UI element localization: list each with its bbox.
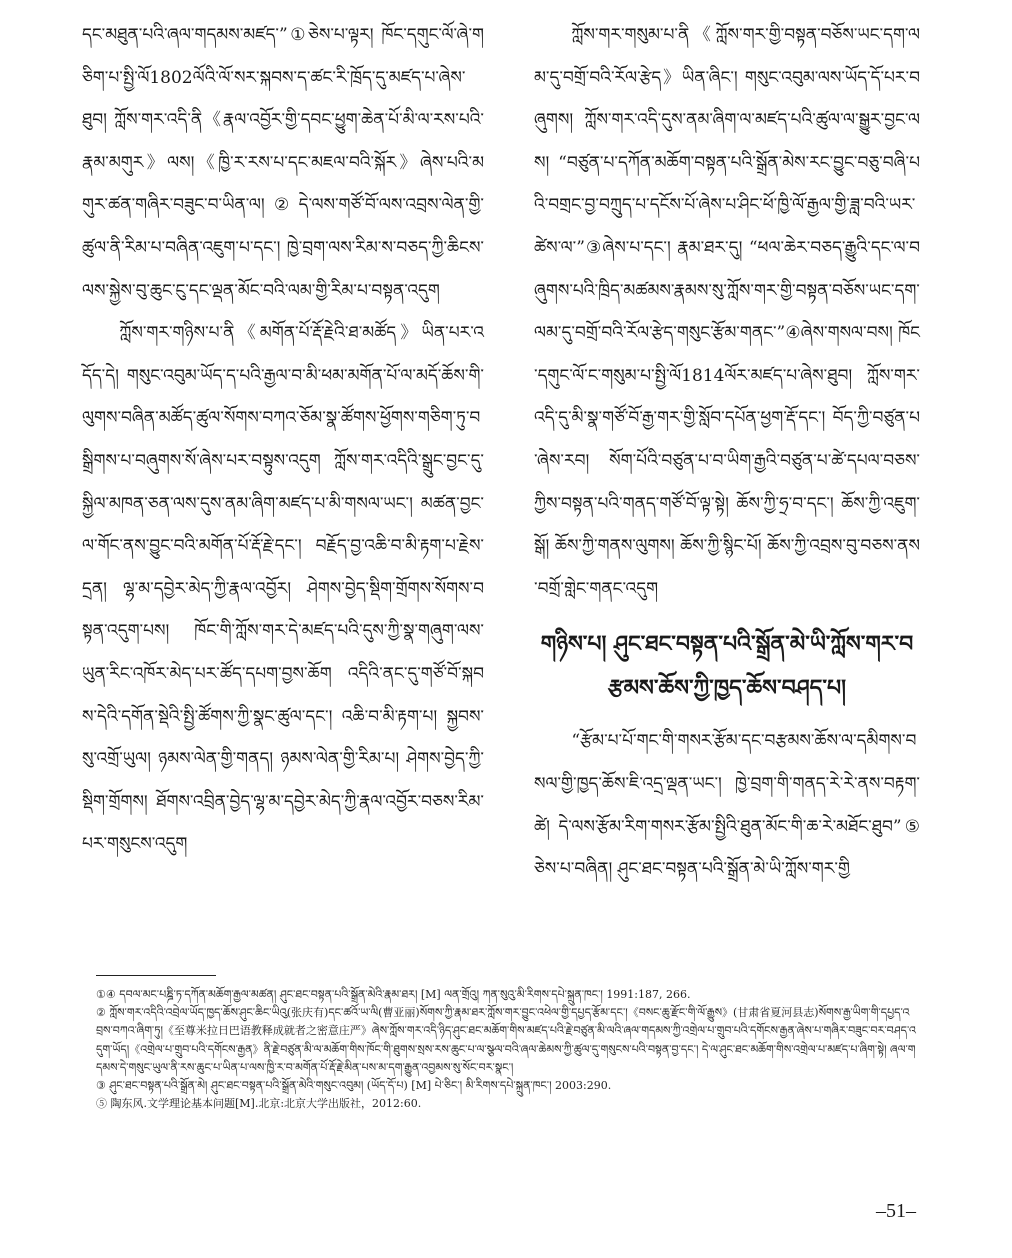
right-paragraph-2: “རྩོམ་པ་པོ་གང་གི་གསར་རྩོམ་དང་བརྩམས་ཆོས་ལ་དམིགས་བསལ་གྱི་ཁྱད་ཆོས་ཇི་འདྲ་ལྡན་ཡང་། ཁྱེ་བྲག་གི་གནད་རེ་རེ་ནས་བརྟག་ཚེ། དེ་ལས་རྩོམ་རིག་གསར་རྩོམ་སྤྱིའི་ཐུན་མོང་གི་ཆ་རེ་མཐོང་ཐུབ”⑤ཅེས་པ་བཞིན། ཤུང་ཐང་བསྟན་པའི་སྒྲོན་མེ་ཡི་ཀློས་གར་གྱི — [534, 731, 920, 880]
right-column — [534, 14, 920, 891]
left-paragraph-2: ཀློས་གར་གཉིས་པ་ནི《མགོན་པོ་རྡོ་རྗེའི་ཐ་མཚོད》ཡིན་པར་འདོད་དེ། གསུང་འབུམ་ཡོད་ད་པའི་རྒྱལ་བ་མི་ཕམ་མགོན་པོ་ལ་མདོ་ཆོས་གི་ལུགས་བཞིན་མཚོད་ཚུལ་སོགས་བཀའ་ཅོམ་སྣ་ཚོགས་ཕྱོགས་གཅིག་ཏུ་བསྒྲིགས་པ་བཞུགས་སོ་ཞེས་པར་བསྟུས་འདུག ཀློས་གར་འདིའི་སྒྲུང་བྱང་དུ་སྐྱིལ་མཁན་ཅན་ལས་དུས་ནམ་ཞིག་མཛད་པ་མི་གསལ་ཡང་། མཚན་བྱང་ལ་གོང་ནས་བྱུང་བའི་མགོན་པོ་རྡོ་རྗེ་དང་། བརྗོད་བྱ་འཆི་བ་མི་རྟག་པ་རྗེས་དྲན། ལྷ་མ་དབྱེར་མེད་ཀྱི་རྣལ་འབྱོར། ཤེགས་བྱེད་སྡིག་གྲོགས་སོགས་བསྟན་འདུག་པས། ཁོང་གི་ཀློས་གར་དེ་མཛད་པའི་དུས་ཀྱི་སྣ་གཞུག་ལས་ཡུན་རིང་འཁོར་མེད་པར་ཚོད་དཔག་བྱས་ཆོག འདིའི་ནང་དུ་གཙོ་བོ་སྐབས་དེའི་དགོན་སྡེའི་སྤྱི་ཚོགས་ཀྱི་སྣང་ཚུལ་དང་། འཆི་བ་མི་རྟག་པ། སྐྱབས་སུ་འགྲོ་ཡུལ། ཉམས་ལེན་གྱི་གནད། ཉམས་ལེན་གྱི་རིམ་པ། ཤེགས་བྱེད་ཀྱི་སྡིག་གྲོགས། ཐོགས་འབྲིན་བྱེད་ལྷ་མ་དབྱེར་མེད་ཀྱི་རྣལ་འབྱོར་བཅས་རིམ་པར་གསུངས་འདུག — [82, 323, 484, 855]
footnote-3: ③ ཤུང་ཐང་བསྟན་པའི་སྒྲོན་མེ། ཤུང་ཐང་བསྟན་པའི་སྒྲོན་མེའི་གསུང་འབུམ། (ཡོད་དོ་པ) [M] པེ་ཅིང་། མི་རིགས་དཔེ་སྐྲུན་ཁང་། 2003:290. — [96, 1079, 612, 1093]
right-paragraph-1: ཀློས་གར་གསུམ་པ་ནི《ཀློས་གར་གྱི་བསྟན་བཅོས་ཡང་དག་ལམ་དུ་བགྲོ་བའི་རོལ་རྩེད》ཡིན་ཞིང་། གསུང་འབུམ་ལས་ཡོད་དོ་པར་བཞུགས། ཀློས་གར་འདི་དུས་ནམ་ཞིག་ལ་མཛད་པའི་ཚུལ་ལ་སྒྱུར་བྱང་ལས། “བཙུན་པ་དཀོན་མཆོག་བསྟན་པའི་སྒྲོན་མེས་རང་བྱུང་བཅུ་བཞི་པའི་བགྲང་བྱ་བཀྲུད་པ་དངོས་པོ་ཞེས་པ་ཤིང་ཕོ་ཁྱི་ལོ་རྒྱལ་གྱི་ཟླ་བའི་ཡར་ཚེས་ལ་”③ཞེས་པ་དང་། རྣམ་ཐར་དུ། “ཕལ་ཆེར་བཅད་རྒྱུའི་དང་ལ་བཞུགས་པའི་ཁྲིད་མཚམས་རྣམས་སུ་ཀློས་གར་གྱི་བསྟན་བཅོས་ཡང་དག་ལམ་དུ་བགྲོ་བའི་རོལ་རྩེད་གསུང་རྩོམ་གནང་”④ཞེས་གསལ་བས། ཁོང་དགུང་ལོ་ང་གསུམ་པ་སྤྱི་ལོ1814ལོར་མཛད་པ་ཞེས་ཐུབ། ཀློས་གར་འདི་དུ་མི་སྣ་གཙོ་བོ་རྒྱ་གར་གྱི་སློབ་དཔོན་ཕྱག་རྡོ་དང་། བོད་ཀྱི་བཙུན་པ་ཞེས་རབ། སོག་པོའི་བཙུན་པ་བ་ཡིག་རྒྱའི་བཙུན་པ་ཚེ་དཔལ་བཅས་ཀྱིས་བསྟན་པའི་གནད་གཙོ་བོ་ལྟ་སྟེ། ཆོས་ཀྱི་ཧྲ་བ་དང་། ཆོས་ཀྱི་འཇུག་སྒོ། ཆོས་ཀྱི་གནས་ལུགས། ཆོས་ཀྱི་སྙིང་པོ། ཆོས་ཀྱི་འབྲས་བུ་བཅས་ནས་བགྲོ་གླེང་གནང་འདུག — [534, 25, 920, 599]
left-column — [82, 14, 484, 866]
footnote-2: ② ཀློས་གར་འདིའི་འབྲེལ་ཡོད་ཁྱད་ཆོས་ཤུང་ཆིང་ཡིའུ(张庆有)དང་ཚའོ་ཡ་ལི(曹亚丽)སོགས་ཀྱི་རྣམ་ཐར་ཀློས་གར་བྱུང་འཕེལ་གྱི་དཔྱད་རྩོམ་དང་།《བསང་ཆུ་རྫོང་གི་ལོ་རྒྱུས》(甘肃省夏河县志)སོགས་རྒྱ་ཡིག་གི་དཔྱད་འབྲས་བཀའ་ཞིག་ཏུ།《至尊米拉日巴语教释成就者之密意庄严》ཞེས་ཀློས་གར་འདི་ཉིད་ཤུང་ཐང་མཆོག་གིས་མཛད་པའི་རྗེ་བཙུན་མི་ལའི་ཞལ་གདམས་ཀྱི་འགྲེལ་པ་གྲུབ་པའི་དགོངས་རྒྱན་ཞེས་པ་གཞིར་བཟུང་བར་བཤད་འདུག་ཡོད།《འགྲེལ་པ་གྲུབ་པའི་དགོངས་རྒྱན》ནི་རྗེ་བཙུན་མི་ལ་མཆོག་གིས་ཁོང་གི་ཐུགས་སྲས་རས་ཆུང་པ་ལ་སྩལ་བའི་ཞལ་ཆེམས་ཀྱི་ཚུལ་དུ་གསུངས་པའི་བསྟན་བྱ་དང་། དེ་ལ་ཤུང་ཐང་མཆོག་གིས་འགྲེལ་པ་མཛད་པ་ཞིག་སྟེ། ཞལ་གདམས་དེ་གསུང་ཡུལ་ནི་རས་ཆུང་པ་ཡིན་པ་ལས་ཁྱི་ར་བ་མགོན་པོ་རྡོ་རྗེ་མིན་པས་མ་དག་རྒྱུན་འབྱམས་སུ་སོང་བར་སྣང་། — [96, 1006, 916, 1074]
left-paragraph-1: དང་མཐུན་པའི་ཞལ་གདམས་མཛད་”①ཅེས་པ་ལྟར། ཁོང་དགུང་ལོ་ཞེ་གཅིག་པ་སྤྱི་ལོ1802ལོའི་ལོ་སར་སྐབས་ད་ཚང་རི་ཁྲོད་དུ་མཛད་པ་ཞེས་ཐུབ། ཀློས་གར་འདི་ནི《རྣལ་འབྱོར་གྱི་དབང་ཕྱུག་ཆེན་པོ་མི་ལ་རས་པའི་རྣམ་མགུར》ལས།《ཁྱི་ར་རས་པ་དང་མཇལ་བའི་སྐོར》ཞེས་པའི་མགུར་ཚན་གཞིར་བཟུང་བ་ཡིན་ལ།②དེ་ལས་གཙོ་བོ་ལས་འབྲས་ལེན་གྱི་ཚུལ་ནི་རིམ་པ་བཞིན་འཇུག་པ་དང་། ཁྱེ་བྲག་ལས་རིམ་ས་བཅད་ཀྱི་ཆིངས་ལས་སྐྱེས་བུ་ཆུང་ངུ་དང་ལྡན་མོང་བའི་ལམ་གྱི་རིམ་པ་བསྟན་འདུག — [82, 25, 484, 301]
page-number: –51– — [876, 1200, 916, 1222]
footnotes — [96, 986, 916, 1113]
footnote-divider — [96, 975, 216, 976]
footnote-5: ⑤ 陶东风.文学理论基本问题[M].北京:北京大学出版社，2012:60. — [96, 1097, 422, 1111]
section-heading: གཉིས་པ། ཤུང་ཐང་བསྟན་པའི་སྒྲོན་མེ་ཡི་ཀློས་གར་བརྩམས་ཆོས་ཀྱི་ཁྱད་ཆོས་བཤད་པ། — [540, 631, 914, 702]
footnote-1-4: ①④ དབལ་མང་པཎྜི་ཏ་དཀོན་མཆོག་རྒྱལ་མཚན། ཤུང་ཐང་བསྟན་པའི་སྒྲོན་མེའི་རྣམ་ཐར། [M] ལན་གྲོའུ། ཀན་སུའུ་མི་རིགས་དཔེ་སྐྲུན་ཁང་། 1991:187, 266. — [96, 988, 691, 1001]
